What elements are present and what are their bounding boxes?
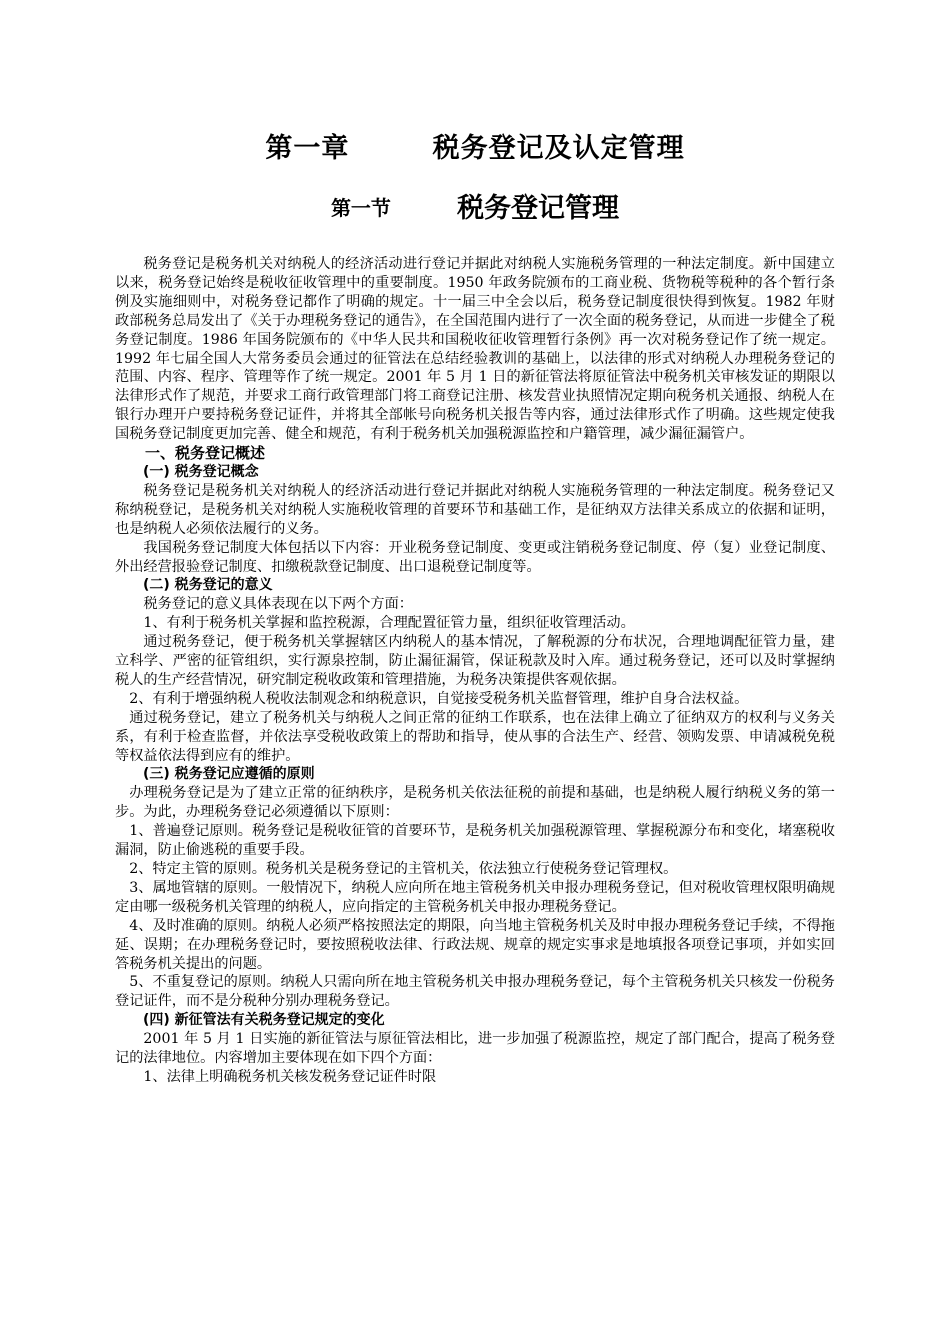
paragraph: 2、特定主管的原则。税务机关是税务登记的主管机关，依法独立行使税务登记管理权。 (129, 861, 678, 877)
paragraph: 通过税务登记，便于税务机关掌握辖区内纳税人的基本情况，了解税源的分布状况，合理地调配征管力量，建立科学、严密的征管组织，实行源泉控制，防止漏征漏管，保证税款及时入库。通过税务登记，还可以及时掌握纳税人的生产经营情况，研究制定税收政策和管理措施，为税务决策提供客观依据。 (115, 634, 835, 688)
paragraph: 办理税务登记是为了建立正常的征纳秩序，是税务机关依法征税的前提和基础，也是纳税人履行纳税义务的第一步。为此，办理税务登记必须遵循以下原则： (115, 785, 835, 821)
paragraph: 2、有利于增强纳税人税收法制观念和纳税意识，自觉接受税务机关监督管理，维护自身合法权益。 (129, 690, 749, 707)
chapter-title: 第一章 税务登记及认定管理 (265, 133, 685, 164)
paragraph: 4、及时准确的原则。纳税人必须严格按照法定的期限，向当地主管税务机关及时申报办理税务登记手续，不得拖延、误期；在办理税务登记时，要按照税收法律、行政法规、规章的规定实事求是地填报各项登记事项，并如实回答税务机关提出的问题。 (115, 917, 835, 972)
section-heading: 一、税务登记概述 (145, 444, 266, 463)
section-heading: (四) 新征管法有关税务登记规定的变化 (143, 1012, 385, 1029)
paragraph: 5、不重复登记的原则。纳税人只需向所在地主管税务机关申报办理税务登记，每个主管税务机关只核发一份税务登记证件，而不是分税种分别办理税务登记。 (115, 974, 835, 1010)
paragraph: 1、有利于税务机关掌握和监控税源，合理配置征管力量，组织征收管理活动。 (143, 615, 635, 632)
section-heading: (一) 税务登记概念 (143, 463, 259, 480)
section-number: 第一节 (330, 196, 391, 220)
paragraph: 税务登记的意义具体表现在以下两个方面： (143, 596, 413, 613)
paragraph: 税务登记是税务机关对纳税人的经济活动进行登记并据此对纳税人实施税务管理的一种法定制度。税务登记又称纳税登记，是税务机关对纳税人实施税收管理的首要环节和基础工作，是征纳双方法律关系成立的依据和证明，也是纳税人必须依法履行的义务。 (115, 482, 835, 537)
paragraph: 通过税务登记，建立了税务机关与纳税人之间正常的征纳工作联系，也在法律上确立了征纳双方的权利与义务关系，有利于检查监督，并依法享受税收政策上的帮助和指导，使从事的合法生产、经营、领购发票、申请减税免税等权益依法得到应有的维护。 (115, 709, 835, 764)
section-name: 税务登记管理 (457, 193, 620, 224)
paragraph: 我国税务登记制度大体包括以下内容：开业税务登记制度、变更或注销税务登记制度、停（复）业登记制度、外出经营报验登记制度、扣缴税款登记制度、出口退税登记制度等。 (115, 539, 835, 575)
paragraph: 税务登记是税务机关对纳税人的经济活动进行登记并据此对纳税人实施税务管理的一种法定制度。新中国建立以来，税务登记始终是税收征收管理中的重要制度。1950 年政务院颁布的工商业税、货物税等税种的各个暂行条例及实施细则中，对税务登记都作了明确的规定。十一届三中全会以后，税务登记制度很快得到恢复。1982 年财政部税务总局发出了《关于办理税务登记的通告》，在全国范围内进行了一次全面的税务登记，从而进一步健全了税务登记制度。1986 年国务院颁布的《中华人民共和国税收征收管理暂行条例》再一次对税务登记作了统一规定。1992 年七届全国人大常务委员会通过的征管法在总结经验教训的基础上，以法律的形式对纳税人办理税务登记的范围、内容、程序、管理等作了统一规定。2001 年 5 月 1 日的新征管法将原征管法中税务机关审核发证的期限以法律形式作了规范，并要求工商行政管理部门将工商登记注册、核发营业执照情况定期向税务机关通报、纳税人在银行办理开户要持税务登记证件，并将其全部帐号向税务机关报告等内容，通过法律形式作了明确。这些规定使我国税务登记制度更加完善、健全和规范，有利于税务机关加强税源监控和户籍管理，减少漏征漏管户。 (115, 256, 835, 443)
paragraph: 1、普遍登记原则。税务登记是税收征管的首要环节，是税务机关加强税源管理、掌握税源分布和变化，堵塞税收漏洞，防止偷逃税的重要手段。 (115, 823, 835, 859)
paragraph: 3、属地管辖的原则。一般情况下，纳税人应向所在地主管税务机关申报办理税务登记，但对税收管理权限明确规定由哪一级税务机关管理的纳税人，应向指定的主管税务机关申报办理税务登记。 (115, 879, 835, 915)
paragraph: 2001 年 5 月 1 日实施的新征管法与原征管法相比，进一步加强了税源监控，规定了部门配合，提高了税务登记的法律地位。内容增加主要体现在如下四个方面： (115, 1031, 835, 1067)
section-title (0, 186, 950, 225)
paragraph: 1、法律上明确税务机关核发税务登记证件时限 (143, 1068, 437, 1085)
section-heading: (三) 税务登记应遵循的原则 (143, 766, 315, 783)
section-heading: (二) 税务登记的意义 (143, 577, 273, 594)
document-body (115, 255, 835, 1087)
